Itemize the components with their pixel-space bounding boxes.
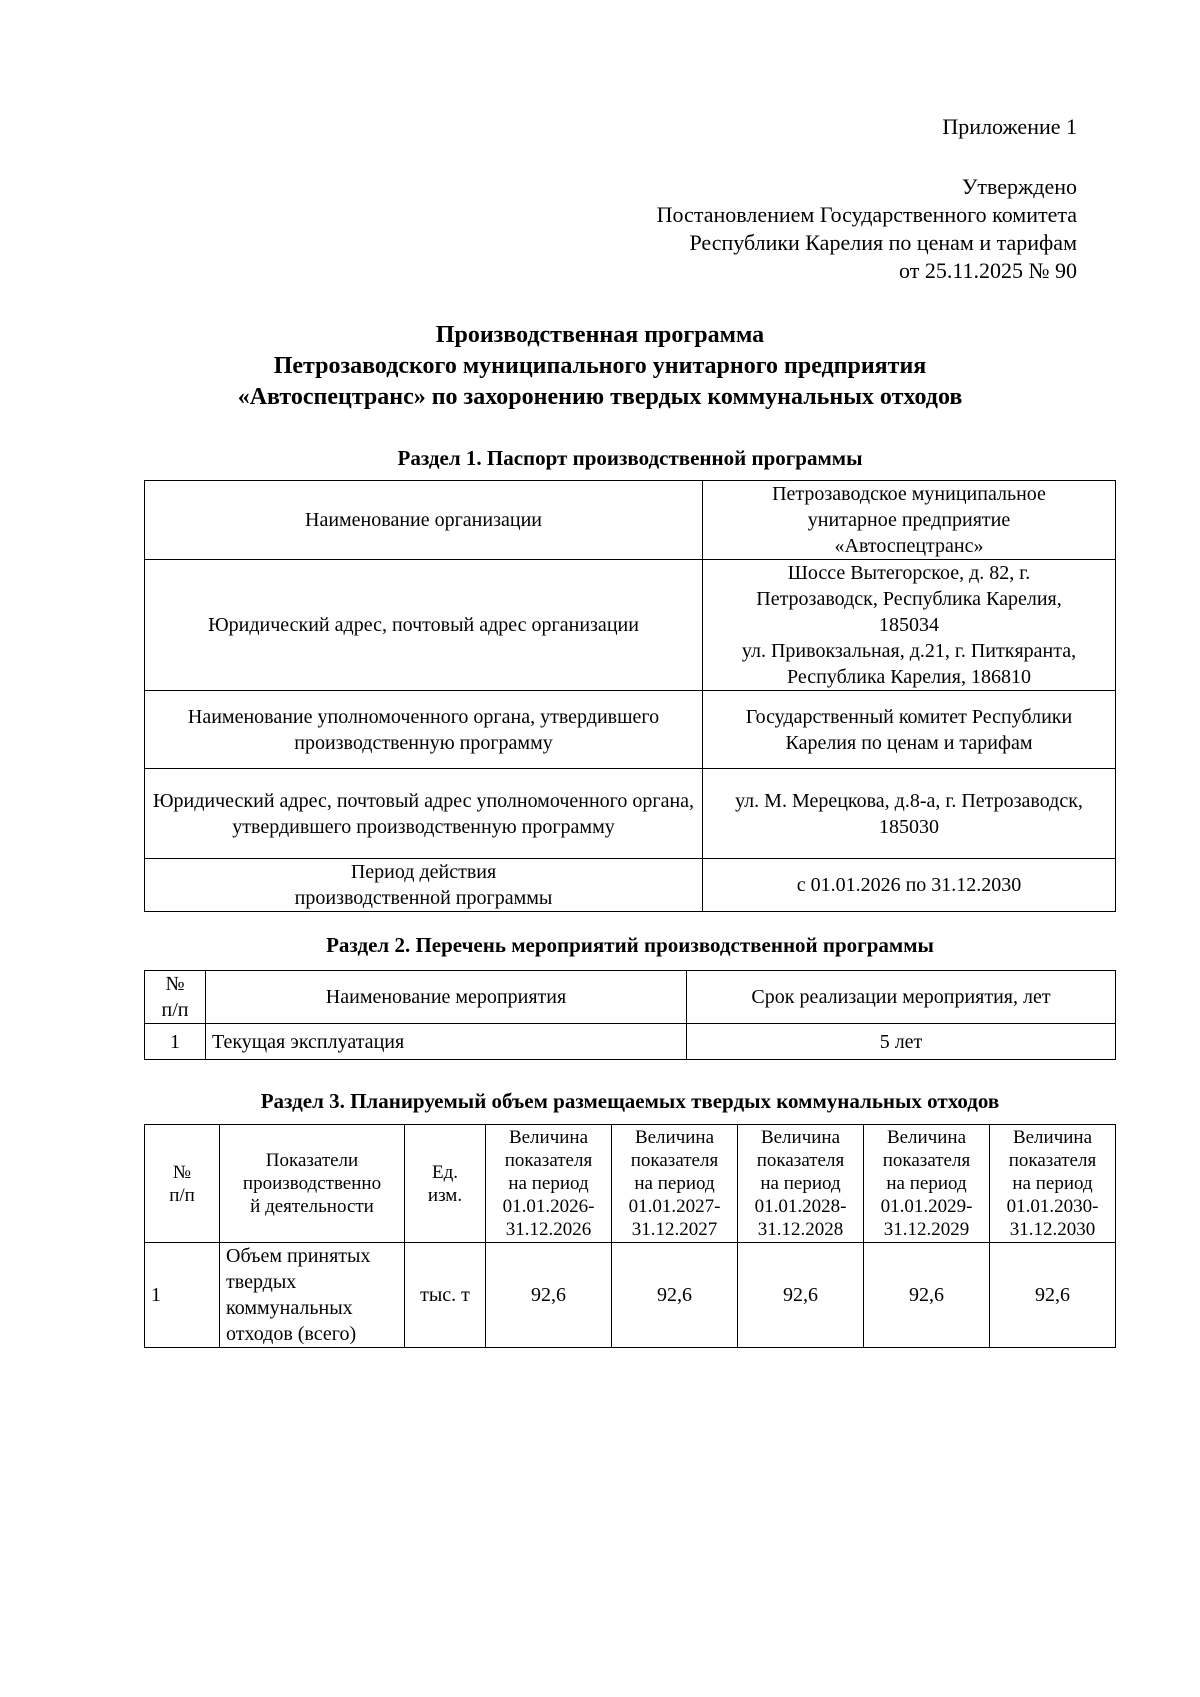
table-cell: Юридический адрес, почтовый адрес уполномоченного органа, утвердившего производственную программу [145,769,703,859]
cell-line: показателя [756,1150,845,1171]
header-cell [486,1125,612,1243]
header-cell: Срок реализации мероприятия, лет [687,971,1116,1024]
table-row [145,1243,1116,1348]
table-cell: 92,6 [486,1243,612,1348]
cell-line: унитарное предприятие [807,509,1011,531]
table-cell: 92,6 [864,1243,990,1348]
table-header-row [145,971,1116,1024]
cell-line: на период [886,1173,967,1194]
cell-line: Объем принятых [226,1245,371,1267]
header-cell [405,1125,486,1243]
header-cell [220,1125,405,1243]
section1-heading: Раздел 1. Паспорт производственной программы [397,446,863,470]
approval-line: от 25.11.2025 № 90 [899,258,1077,283]
header-cell [612,1125,738,1243]
cell-line: ул. Привокзальная, д.21, г. Питкяранта, [741,640,1077,662]
approval-line: Утверждено [961,174,1077,199]
cell-line: п/п [161,999,189,1021]
cell-line: Величина [886,1127,967,1148]
table-cell [145,859,703,912]
cell-line: Петрозаводск, Республика Карелия, [756,588,1062,610]
title-line: «Автоспецтранс» по захоронению твердых коммунальных отходов [237,384,963,410]
table-cell: Наименование уполномоченного органа, утвердившего производственную программу [145,691,703,769]
cell-line: «Автоспецтранс» [834,535,984,557]
section3-heading: Раздел 3. Планируемый объем размещаемых твердых коммунальных отходов [260,1089,1000,1113]
table-cell: 5 лет [687,1024,1116,1060]
table-cell: 92,6 [738,1243,864,1348]
approval-line: Постановлением Государственного комитета [656,202,1077,227]
cell-line: й деятельности [250,1196,374,1217]
cell-line: на период [508,1173,589,1194]
cell-line: 01.01.2026- [502,1196,595,1217]
cell-line: твердых [226,1271,297,1293]
header-cell [864,1125,990,1243]
table-cell: 92,6 [990,1243,1116,1348]
cell-line: 31.12.2029 [883,1219,970,1240]
header-cell [738,1125,864,1243]
cell-line: показателя [630,1150,719,1171]
approval-block [657,173,1077,285]
cell-line: 31.12.2028 [757,1219,844,1240]
cell-line: 185030 [879,815,939,838]
section2-heading: Раздел 2. Перечень мероприятий производственной программы [326,933,934,957]
cell-line: изм. [427,1184,463,1206]
cell-line: отходов (всего) [226,1323,357,1345]
cell-line: Карелия по ценам и тарифам [785,731,1033,754]
cell-line: Период действия [350,861,497,883]
cell-line: показателя [882,1150,971,1171]
cell-line: показателя [504,1150,593,1171]
cell-line: 31.12.2027 [631,1219,718,1240]
cell-line: Величина [634,1127,715,1148]
passport-table [144,480,1116,912]
cell-line: 01.01.2030- [1006,1196,1099,1217]
table-row [145,1024,1116,1060]
cell-line: на период [760,1173,841,1194]
appendix-text: Приложение 1 [942,114,1077,139]
table-row [145,481,1116,560]
cell-line: 185034 [879,614,939,636]
table-cell: 1 [145,1024,206,1060]
table-row [145,769,1116,859]
cell-line: на период [634,1173,715,1194]
document-title [0,320,1200,413]
header-cell [145,1125,220,1243]
cell-line: Ед. [431,1161,459,1183]
cell-line: Величина [1012,1127,1093,1148]
table-cell [703,560,1116,691]
table-cell: с 01.01.2026 по 31.12.2030 [703,859,1116,912]
cell-line: коммунальных [226,1297,353,1319]
table-cell: Юридический адрес, почтовый адрес организации [145,560,703,691]
cell-line: производственно [242,1173,382,1194]
title-line: Петрозаводского муниципального унитарного предприятия [273,353,927,379]
cell-line: ул. М. Мерецкова, д.8-а, г. Петрозаводск, [735,789,1083,812]
table-cell: 92,6 [612,1243,738,1348]
cell-line: показателя [1008,1150,1097,1171]
table-row [145,560,1116,691]
cell-line: Показатели [265,1150,359,1171]
table-cell [220,1243,405,1348]
cell-line: Шоссе Вытегорское, д. 82, г. [787,562,1031,584]
table-cell: 1 [145,1243,220,1348]
cell-line: Петрозаводское муниципальное [772,483,1046,505]
cell-line: на период [1012,1173,1093,1194]
title-line: Производственная программа [435,322,765,348]
cell-line: 01.01.2028- [754,1196,847,1217]
header-cell [990,1125,1116,1243]
cell-line: Государственный комитет Республики [745,705,1073,728]
cell-line: Величина [508,1127,589,1148]
cell-line: производственной программы [294,887,553,909]
table-row [145,691,1116,769]
table-cell: тыс. т [405,1243,486,1348]
cell-line: 01.01.2027- [628,1196,721,1217]
approval-line: Республики Карелия по ценам и тарифам [689,230,1077,255]
cell-line: 31.12.2026 [505,1219,592,1240]
cell-line: 01.01.2029- [880,1196,973,1217]
cell-line: № [165,973,185,995]
table-cell [703,769,1116,859]
cell-line: 31.12.2030 [1009,1219,1096,1240]
cell-line: Республика Карелия, 186810 [787,666,1031,688]
header-cell [145,971,206,1024]
header-cell: Наименование мероприятия [206,971,687,1024]
cell-line: Величина [760,1127,841,1148]
table-row [145,859,1116,912]
waste-volume-table [144,1124,1116,1348]
table-cell: Наименование организации [145,481,703,560]
appendix-label [942,113,1077,141]
table-cell [703,691,1116,769]
activities-table [144,970,1116,1060]
table-header-row [145,1125,1116,1243]
cell-line: п/п [169,1184,195,1206]
cell-line: № [172,1161,192,1183]
table-cell [703,481,1116,560]
table-cell: Текущая эксплуатация [206,1024,687,1060]
